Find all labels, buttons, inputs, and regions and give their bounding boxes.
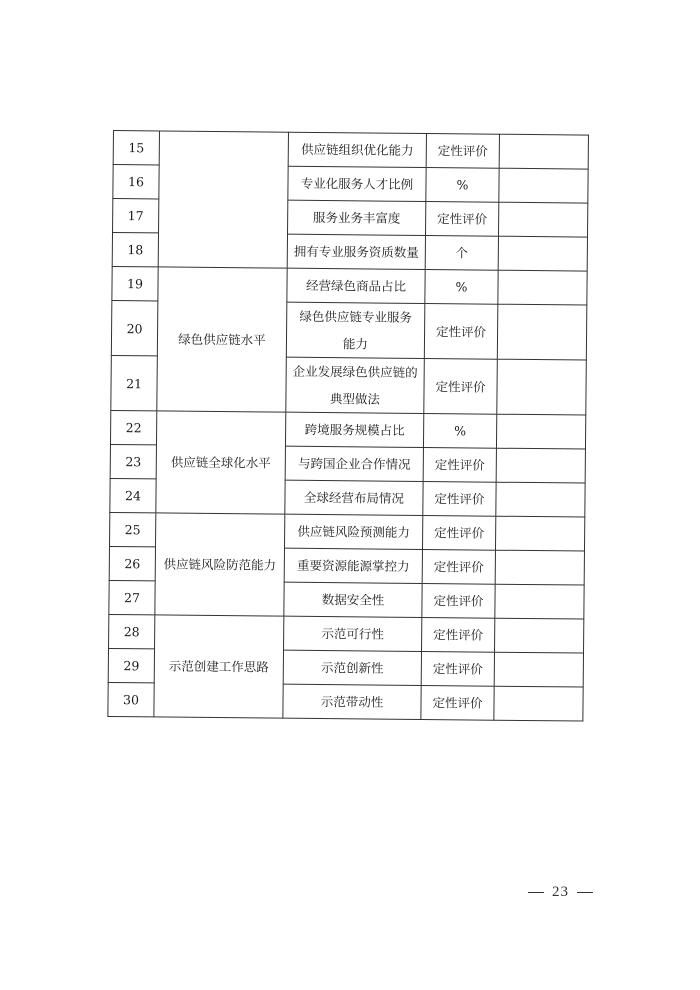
note-cell bbox=[495, 516, 584, 551]
row-number: 26 bbox=[109, 546, 155, 580]
page-number-text: 23 bbox=[552, 884, 569, 900]
unit-cell: 定性评价 bbox=[422, 617, 495, 652]
dash-right bbox=[577, 892, 593, 893]
unit-cell: % bbox=[423, 413, 496, 448]
category-cell: 绿色供应链水平 bbox=[157, 267, 287, 412]
row-number: 25 bbox=[110, 512, 156, 546]
note-cell bbox=[495, 550, 584, 585]
unit-cell: 定性评价 bbox=[424, 304, 498, 360]
note-cell bbox=[494, 686, 583, 721]
row-number: 22 bbox=[110, 410, 156, 444]
note-cell bbox=[495, 618, 584, 653]
unit-cell: 定性评价 bbox=[426, 202, 499, 237]
page-number bbox=[520, 884, 601, 901]
row-number: 23 bbox=[110, 444, 156, 478]
indicator-cell bbox=[286, 357, 425, 413]
unit-cell: 个 bbox=[425, 236, 498, 271]
row-number: 19 bbox=[112, 266, 158, 300]
unit-cell: 定性评价 bbox=[421, 651, 494, 686]
indicator-line-1: 企业发展绿色供应链的 bbox=[292, 363, 418, 380]
dash-left bbox=[528, 892, 544, 893]
indicator-cell: 服务业务丰富度 bbox=[288, 200, 426, 235]
row-number: 18 bbox=[112, 233, 158, 267]
indicator-cell: 拥有专业服务资质数量 bbox=[287, 234, 425, 269]
indicator-line-2: 能力 bbox=[342, 336, 369, 352]
indicator-cell: 全球经营布局情况 bbox=[285, 480, 423, 515]
note-cell bbox=[497, 359, 587, 415]
unit-cell: 定性评价 bbox=[422, 515, 495, 550]
indicator-line-1: 绿色供应链专业服务 bbox=[299, 308, 413, 325]
indicator-cell: 供应链组织优化能力 bbox=[288, 132, 426, 167]
row-number: 16 bbox=[113, 165, 159, 199]
unit-cell: 定性评价 bbox=[423, 447, 496, 482]
row-number: 29 bbox=[108, 648, 154, 682]
indicator-cell: 专业化服务人才比例 bbox=[288, 166, 426, 201]
indicator-cell: 供应链风险预测能力 bbox=[284, 514, 422, 549]
unit-cell: 定性评价 bbox=[424, 358, 498, 414]
category-cell: 供应链全球化水平 bbox=[156, 411, 286, 514]
indicator-cell: 示范可行性 bbox=[284, 616, 422, 651]
note-cell bbox=[499, 134, 588, 169]
table-row bbox=[113, 131, 588, 170]
row-number: 20 bbox=[111, 300, 158, 355]
note-cell bbox=[495, 584, 584, 619]
row-number: 15 bbox=[113, 131, 159, 165]
row-number: 24 bbox=[110, 478, 156, 512]
row-number: 17 bbox=[113, 199, 159, 233]
indicator-cell: 与跨国企业合作情况 bbox=[285, 446, 423, 481]
note-cell bbox=[499, 168, 588, 203]
row-number: 21 bbox=[111, 355, 158, 410]
unit-cell: 定性评价 bbox=[426, 134, 499, 169]
unit-cell: 定性评价 bbox=[423, 481, 496, 516]
unit-cell: % bbox=[426, 168, 499, 203]
unit-cell: 定性评价 bbox=[422, 549, 495, 584]
table-row bbox=[109, 614, 584, 653]
indicator-cell: 示范带动性 bbox=[283, 684, 421, 719]
indicator-cell: 数据安全性 bbox=[284, 582, 422, 617]
indicator-cell bbox=[286, 302, 425, 358]
indicator-cell: 示范创新性 bbox=[283, 650, 421, 685]
row-number: 28 bbox=[109, 614, 155, 648]
note-cell bbox=[498, 270, 587, 305]
note-cell bbox=[498, 236, 587, 271]
indicator-line-2: 典型做法 bbox=[329, 391, 381, 407]
indicator-cell: 经营绿色商品占比 bbox=[287, 268, 425, 303]
row-number: 27 bbox=[109, 580, 155, 614]
row-number: 30 bbox=[108, 682, 154, 716]
unit-cell: 定性评价 bbox=[421, 685, 494, 720]
note-cell bbox=[496, 448, 585, 483]
note-cell bbox=[496, 482, 585, 517]
note-cell bbox=[497, 304, 587, 360]
category-cell: 示范创建工作思路 bbox=[154, 615, 284, 718]
category-cell: 供应链风险防范能力 bbox=[155, 513, 285, 616]
evaluation-indicator-table bbox=[107, 130, 589, 722]
note-cell bbox=[494, 652, 583, 687]
table-row bbox=[112, 266, 587, 305]
indicator-cell: 跨境服务规模占比 bbox=[285, 412, 423, 447]
indicator-cell: 重要资源能源掌控力 bbox=[284, 548, 422, 583]
unit-cell: % bbox=[425, 270, 498, 305]
unit-cell: 定性评价 bbox=[422, 583, 495, 618]
table-row bbox=[110, 410, 585, 449]
note-cell bbox=[498, 202, 587, 237]
category-cell bbox=[158, 131, 288, 268]
table-row bbox=[110, 512, 585, 551]
note-cell bbox=[496, 414, 585, 449]
